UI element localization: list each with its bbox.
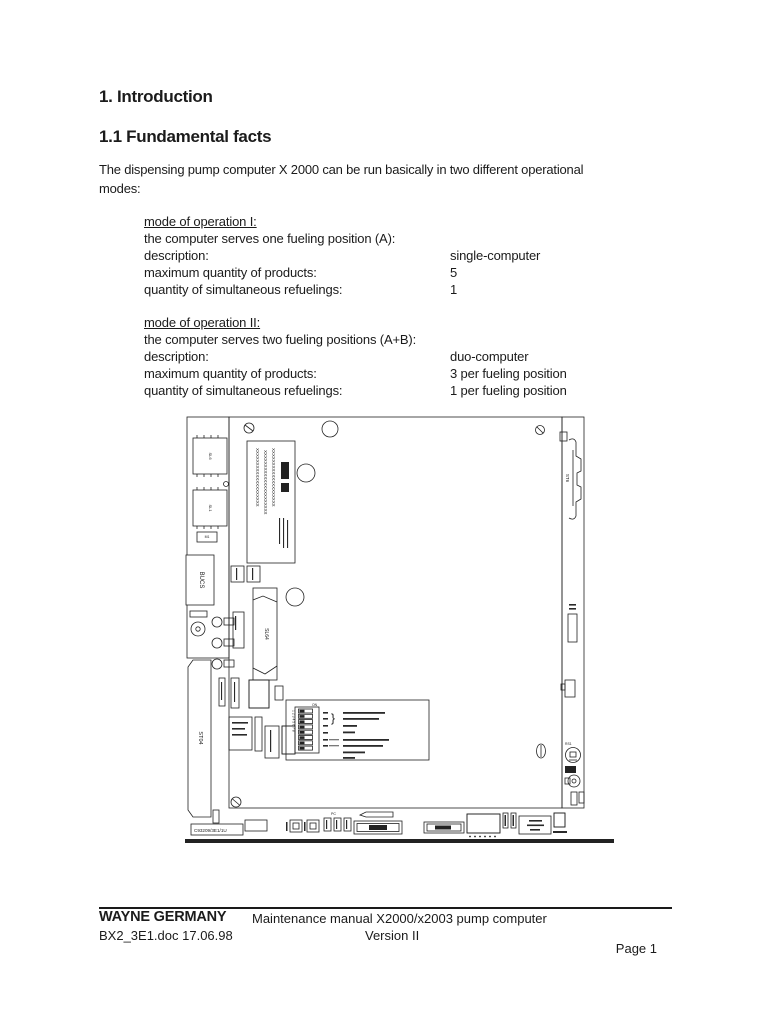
board-outline <box>185 417 614 843</box>
mode-title: mode of operation I: <box>144 214 257 229</box>
st6-label: ST6 <box>565 473 570 483</box>
relay-bottom-label: SL1 <box>208 504 213 512</box>
spec-label: quantity of simultaneous refuelings: <box>144 383 343 398</box>
footer-manual-title: Maintenance manual X2000/x2003 pump computer <box>252 911 547 926</box>
pc-label: PC <box>331 812 336 816</box>
spec-value: 3 per fueling position <box>450 366 567 381</box>
right-edge-strip <box>537 432 585 805</box>
mode-subtitle: the computer serves one fueling position (A): <box>144 231 396 246</box>
spec-row <box>144 281 540 298</box>
mode-of-operation-1 <box>144 213 540 298</box>
footer-version: Version II <box>365 928 420 943</box>
subsection-heading: 1.1 Fundamental facts <box>99 127 272 146</box>
spec-row <box>144 348 567 365</box>
sl64-label: SL64 <box>263 628 269 640</box>
footer-company: WAYNE GERMANY <box>99 909 227 925</box>
rs1-label: RS1 <box>565 742 572 746</box>
dip-switch-legend <box>286 700 429 760</box>
bucs-label: BUCS <box>198 571 204 589</box>
spec-label: maximum quantity of products: <box>144 265 317 280</box>
intro-paragraph: The dispensing pump computer X 2000 can be run basically in two different operational modes: <box>99 162 584 196</box>
spec-label: description: <box>144 349 209 364</box>
spec-row <box>144 264 540 281</box>
mode-subtitle: the computer serves two fueling positions (A+B): <box>144 332 417 347</box>
spec-row <box>144 365 567 382</box>
pcb-diagram <box>185 408 615 845</box>
eprom-text-row: XXXXXXXXXXXXXXXXXXXXXX <box>263 450 268 515</box>
sl64-module <box>253 588 277 680</box>
dip-numbers: 1 2 3 4 5 6 7 8 <box>291 710 296 732</box>
bottom-connector-row <box>191 810 567 837</box>
board-marking: C93209/3E1/1U <box>194 828 227 833</box>
mode-title: mode of operation II: <box>144 315 261 330</box>
eprom-label-block <box>231 441 295 582</box>
spec-value: duo-computer <box>450 349 529 364</box>
spec-label: description: <box>144 248 209 263</box>
st04-label: ST04 <box>197 731 203 745</box>
brace-glyph: } <box>331 711 336 725</box>
spec-row <box>144 247 540 264</box>
st04-connector <box>188 660 211 817</box>
bucs-connector <box>186 555 214 605</box>
spec-row <box>144 382 567 399</box>
mode-of-operation-2 <box>144 314 567 399</box>
relay-top-label: SL6 <box>208 452 213 460</box>
eprom-text-row: XXXXXXXXXXXXXXXXXXXX <box>255 448 260 507</box>
mounting-holes <box>231 421 545 807</box>
section-heading: 1. Introduction <box>99 87 213 106</box>
footer-page-number: Page 1 <box>615 941 657 956</box>
spec-value: 1 <box>450 282 458 297</box>
m1-label: M1 <box>204 535 210 539</box>
spec-value: single-computer <box>450 248 541 263</box>
spec-value: 1 per fueling position <box>450 383 567 398</box>
mid-left-components <box>219 678 295 758</box>
spec-value: 5 <box>450 265 458 280</box>
dip-on-label: ON <box>312 703 318 707</box>
spec-label: maximum quantity of products: <box>144 366 317 381</box>
eprom-text-row: XXXXXXXXXXXXXXXXXXXX <box>271 448 276 507</box>
spec-label: quantity of simultaneous refuelings: <box>144 282 343 297</box>
footer-doc-ref: BX2_3E1.doc 17.06.98 <box>99 928 233 943</box>
relay-block <box>193 435 229 542</box>
